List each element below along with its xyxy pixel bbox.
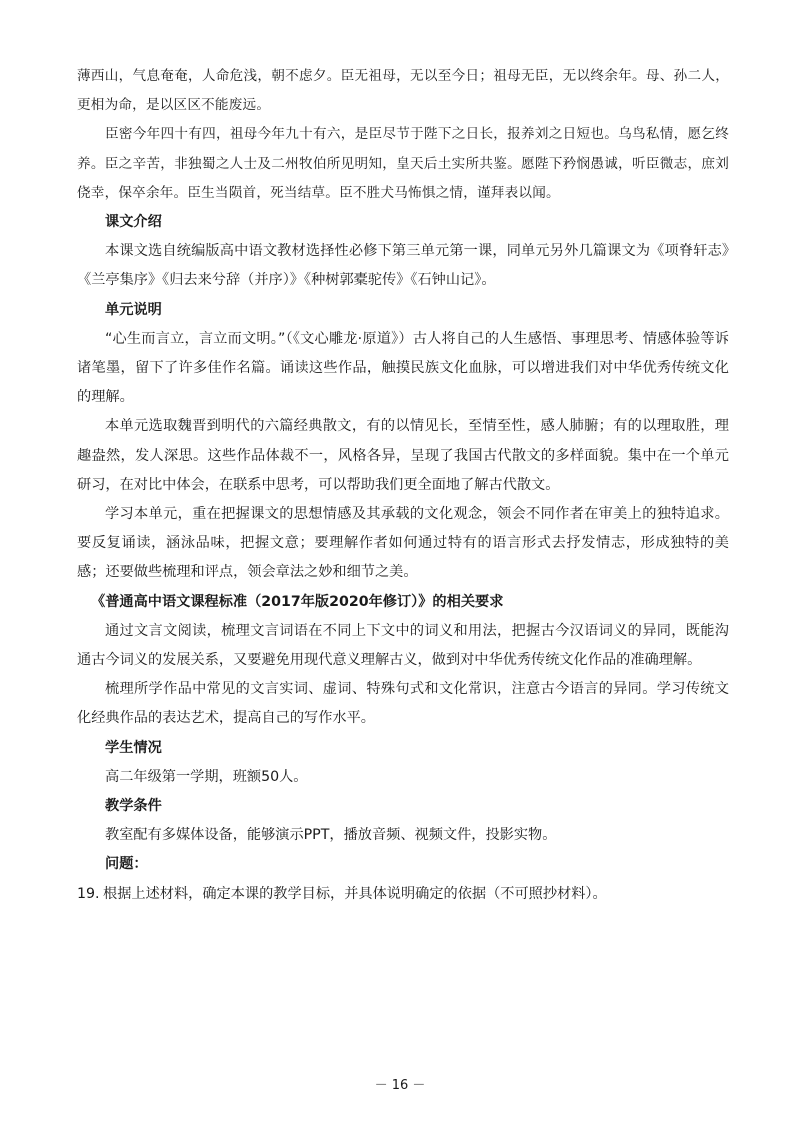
page-number: － 16 － bbox=[374, 1078, 426, 1093]
question-number: 19. bbox=[77, 885, 100, 902]
standard-heading: 《普通高中语文课程标准（2017年版2020年修订）》的相关要求 bbox=[91, 593, 504, 610]
intro-text: 本课文选自统编版高中语文教材选择性必修下第三单元第一课，同单元另外几篇课文为《项脊轩志》《兰亭集序》《归去来兮辞（并序）》《种树郭橐驼传》《石钟山记》。 bbox=[77, 243, 729, 289]
document-body bbox=[77, 62, 729, 909]
student-text: 高二年级第一学期，班额50人。 bbox=[105, 768, 308, 785]
question-19 bbox=[77, 880, 729, 909]
question-heading: 问题： bbox=[105, 856, 148, 873]
unit-heading: 单元说明 bbox=[105, 301, 162, 318]
standard-paragraph-1: 通过文言文阅读，梳理文言词语在不同上下文中的词义和用法，把握古今汉语词义的异同，既能沟通古今词义的发展关系，又要避免用现代意义理解古义，做到对中华优秀传统文化作品的准确理解。 bbox=[77, 622, 729, 669]
standard-paragraph-2: 梳理所学作品中常见的文言实词、虚词、特殊句式和文化常识，注意古今语言的异同。学习传统文化经典作品的表达艺术，提高自己的写作水平。 bbox=[77, 681, 729, 727]
student-heading: 学生情况 bbox=[105, 739, 162, 756]
condition-text: 教室配有多媒体设备，能够演示PPT，播放音频、视频文件，投影实物。 bbox=[105, 827, 557, 844]
condition-heading: 教学条件 bbox=[105, 798, 162, 815]
intro-heading: 课文介绍 bbox=[105, 214, 162, 231]
unit-paragraph-1: “心生而言立，言立而文明。”（《文心雕龙·原道》）古人将自己的人生感悟、事理思考、情感体验等诉诸笔墨，留下了许多佳作名篇。诵读这些作品，触摸民族文化血脉，可以增进我们对中华优秀传统文化的理解。 bbox=[77, 330, 729, 406]
excerpt-paragraph-1: 薄西山，气息奄奄，人命危浅，朝不虑夕。臣无祖母，无以至今日；祖母无臣，无以终余年。母、孙二人，更相为命，是以区区不能废远。 bbox=[77, 68, 729, 114]
unit-paragraph-2: 本单元选取魏晋到明代的六篇经典散文，有的以情见长，至情至性，感人肺腑；有的以理取胜，理趣盎然，发人深思。这些作品体裁不一，风格各异，呈现了我国古代散文的多样面貌。集中在一个单元研习，在对比中体会，在联系中思考，可以帮助我们更全面地了解古代散文。 bbox=[77, 418, 729, 493]
excerpt-paragraph-2: 臣密今年四十有四，祖母今年九十有六，是臣尽节于陛下之日长，报养刘之日短也。乌鸟私情，愿乞终养。臣之辛苦，非独蜀之人士及二州牧伯所见明知，皇天后土实所共鉴。愿陛下矜悯愚诚，听臣微志，庶刘侥幸，保卒余年。臣生当陨首，死当结草。臣不胜犬马怖惧之情，谨拜表以闻。 bbox=[77, 126, 729, 201]
question-text: 根据上述材料，确定本课的教学目标，并具体说明确定的依据（不可照抄材料）。 bbox=[103, 885, 607, 902]
unit-paragraph-3: 学习本单元，重在把握课文的思想情感及其承载的文化观念，领会不同作者在审美上的独特追求。要反复诵读，涵泳品味，把握文意；要理解作者如何通过特有的语言形式去抒发情志，形成独特的美感；还要做些梳理和评点，领会章法之妙和细节之美。 bbox=[77, 506, 729, 581]
